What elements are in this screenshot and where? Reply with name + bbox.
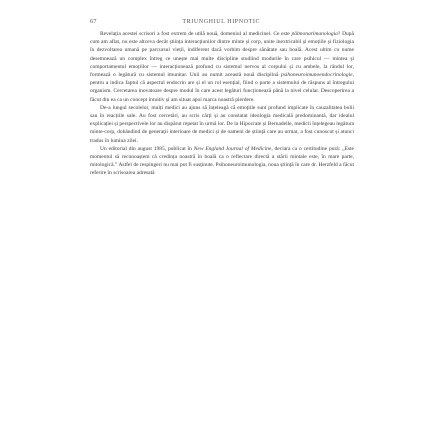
paragraph — [90, 145, 354, 178]
paragraph — [90, 104, 354, 145]
page-number: 67 — [90, 18, 97, 25]
running-header — [90, 18, 354, 25]
italic-run: New England Journal of Medicine — [193, 145, 272, 152]
text-run: , pentru a indica faptul că aspectul endocrin are și el un rol esențial, fiind o parte a sistemului de răspuns al întregului organism. Cercetarea inovatoare despre modul în care acest legături funcționează până la nivel celular. Descoperirea a făcut din ea ca un concept intuitiv și am situat apoi marca noastră pierdere. — [90, 72, 354, 103]
text-run: , declara ca o certitudine pură: „Este momentul să recunoaștem că credința noastră în boală ca o reflectare directă a stării mintale este, în mare parte, mitologică.” Astfel de respingeri nu mai pot fi susținute. Psihoneuroimunologia, noua știință în care dr. Herzfeld a făcut referire în scrisoarea adresată — [90, 145, 354, 177]
text-run: ? După cum am aflat, nu este altceva decât știința interacțiunilor dintre minte și corp, unite inextricabil și emoțiile și fiziologia în dezvoltarea umană pe parcursul vieții, indiferent dacă vorbim despre sănătate sau boală. Acest ultim cu nume desemnează un complex întreg ce unește mai multe discipline studiind modurile în care psihicul — mintea și comportamentul emoțiilor — interacționează profund cu sistemul nervos al corpului și cu ambele, la rândul lor, formează o legătură cu sistemul imunitar. Unii au numit această nouă disciplină — [90, 31, 354, 79]
text-run: Revelația acestei scrisori a fost extrem de utilă nouă, domeniul al medicinei. Ce este — [100, 31, 292, 37]
italic-run: psihoneuroimunoendocrinologie — [281, 72, 353, 79]
text-run: De-a lungul secolelor, mulți medici au ajuns să înțeleagă că emoțiile sunt profund implicate în cauzalitatea bolii sau în reacțiile sale. Au fost cercetări, au scris cărți și au constatat ideologia medicală predominantă, dar idealul explicației și perspectivele lor au dispărut repetat în urmă lor. De la Hipocrate și Bernadelle, medicii înțelegeau legătura minte-corp, dobândind de generații interioare de medici și de oameni de știință care au urmat, a fost cunoscut și atunci tradus în lumina zilei. — [90, 104, 354, 144]
body-text — [90, 30, 354, 178]
running-title: TRIUNGHIUL HIPNOTIC — [182, 19, 261, 25]
italic-run: pălmonarimanologia — [291, 31, 338, 37]
text-run: Un editorial din august 1985, publicat în — [100, 145, 194, 152]
paragraph — [90, 30, 354, 104]
